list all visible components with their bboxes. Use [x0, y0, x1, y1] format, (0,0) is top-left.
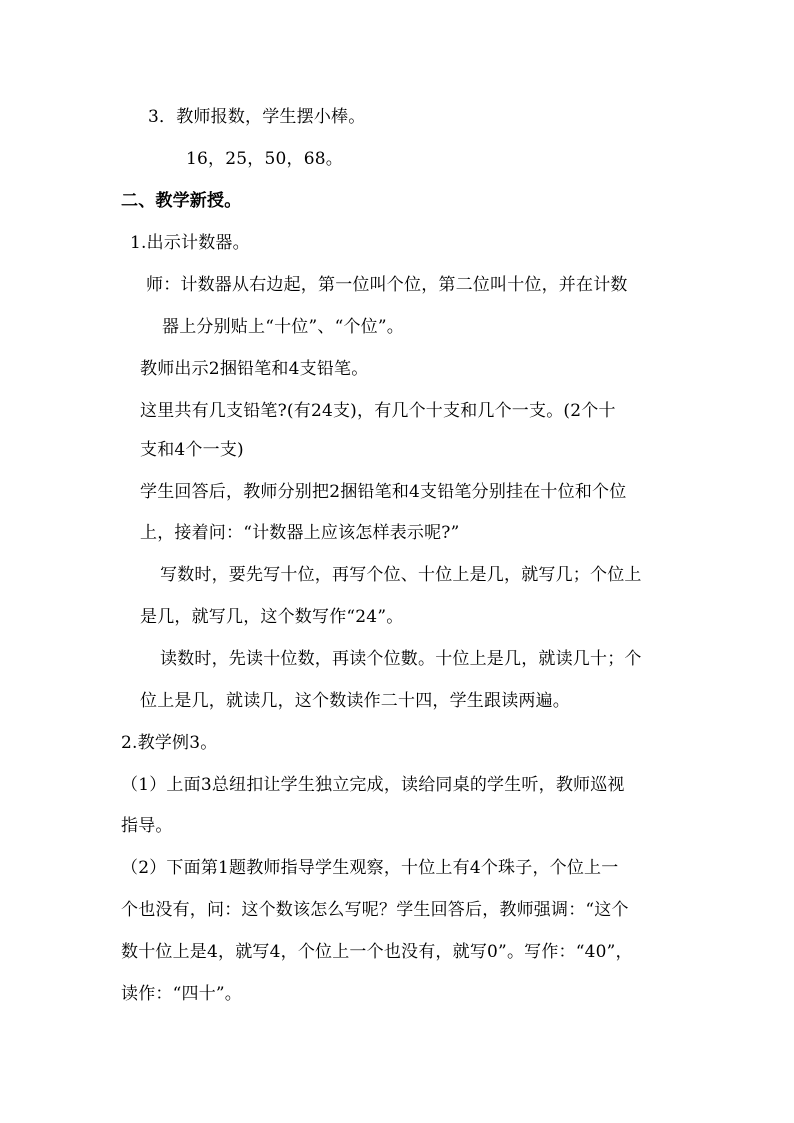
paragraph-line: 指导。: [121, 816, 173, 836]
paragraph-line: 个也没有，问：这个数该怎么写呢？学生回答后，教师强调：“这个: [121, 900, 629, 920]
paragraph-line: 数十位上是4，就写4，个位上一个也没有，就写0”。写作：“40”，: [121, 942, 633, 962]
paragraph-line: 教师出示2捆铅笔和4支铅笔。: [140, 359, 369, 379]
paragraph-line: 器上分别贴上“十位”、“个位”。: [162, 317, 404, 337]
paragraph-line: 位上是几，就读几，这个数读作二十四，学生跟读两遍。: [140, 691, 570, 711]
paragraph-line: 师：计数器从右边起，第一位叫个位，第二位叫十位，并在计数: [146, 275, 628, 295]
item-2-heading: 2.教学例3。: [121, 733, 218, 753]
item-1-heading: 1.出示计数器。: [130, 233, 250, 253]
paragraph-line: （2）下面第1题教师指导学生观察，十位上有4个珠子，个位上一: [121, 858, 619, 878]
paragraph-line: 上，接着问：“计数器上应该怎样表示呢?”: [140, 523, 460, 543]
paragraph-line: 是几，就写几，这个数写作“24”。: [140, 607, 404, 627]
paragraph-line: （1）上面3总纽扣让学生独立完成，读给同桌的学生听，教师巡视: [121, 775, 625, 795]
paragraph-line: 读作：“四十”。: [121, 984, 242, 1004]
paragraph-line: 支和4个一支): [140, 440, 244, 460]
numbers-line: 16，25，50，68。: [186, 149, 343, 169]
step-3-line: 3．教师报数，学生摆小棒。: [148, 107, 366, 127]
paragraph-line: 学生回答后，教师分别把2捆铅笔和4支铅笔分别挂在十位和个位: [140, 482, 627, 502]
section-heading: 二、教学新授。: [121, 191, 242, 211]
paragraph-line: 这里共有几支铅笔?(有24支)，有几个十支和几个一支。(2个十: [140, 401, 616, 421]
paragraph-line: 写数时，要先写十位，再写个位、十位上是几，就写几；个位上: [160, 565, 642, 585]
paragraph-line: 读数时，先读十位数，再读个位數。十位上是几，就读几十；个: [160, 649, 642, 669]
